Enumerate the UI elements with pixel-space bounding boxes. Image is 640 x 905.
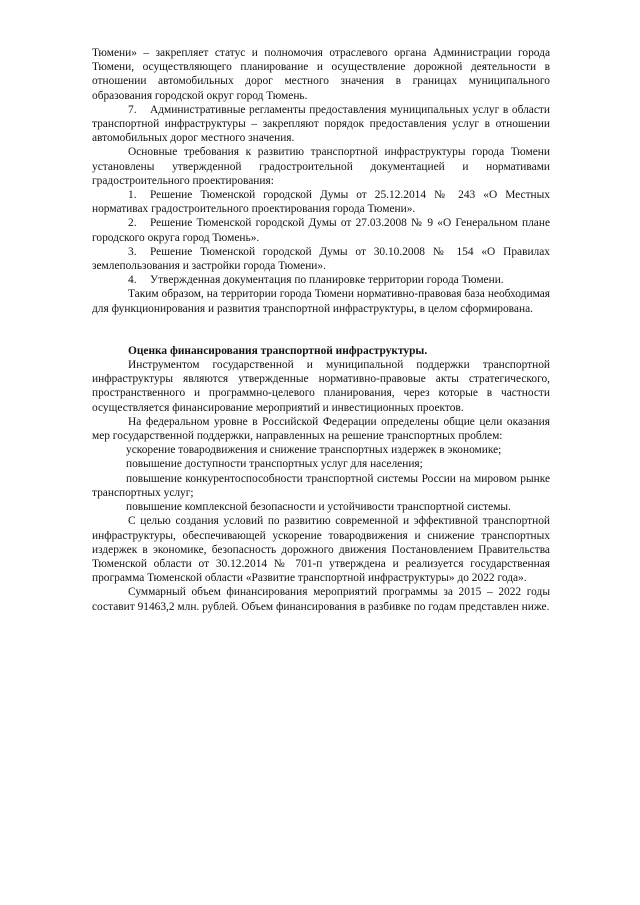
conclusion-paragraph: Таким образом, на территории города Тюмени нормативно-правовая база необходимая для функционирования и развития транспортной инфраструктуры, в целом сформирована. bbox=[92, 288, 550, 315]
intro-paragraph: Тюмени» – закрепляет статус и полномочия отраслевого органа Администрации города Тюмени, осуществляющего планирование и осуществление дорожной деятельности в отношении автомобильных дорог местного значения в границах муниципального образования городской округ город Тюмень. bbox=[92, 47, 550, 102]
section-heading: Оценка финансирования транспортной инфраструктуры. bbox=[128, 344, 428, 357]
goal-item-4: повышение комплексной безопасности и устойчивости транспортной системы. bbox=[126, 501, 511, 514]
list-item-7 bbox=[92, 103, 550, 146]
program-paragraph: С целью создания условий по развитию современной и эффективной транспортной инфраструктуры, обеспечивающей ускорение товародвижения и снижение транспортных издержек в экономике, безопасность дорожного движения Постановлением Правительства Тюменской области от 30.12.2014 № 701-п утверждена и реализуется государственная программа Тюменской области «Развитие транспортной инфраструктуры» до 2022 года». bbox=[92, 515, 550, 585]
total-financing-paragraph: Суммарный объем финансирования мероприятий программы за 2015 – 2022 годы составит 91463,2 млн. рублей. Объем финансирования в разбивке по годам представлен ниже. bbox=[92, 586, 550, 613]
document-page bbox=[92, 46, 550, 614]
requirement-item-1 bbox=[92, 188, 550, 216]
list-item-number: 4. bbox=[128, 274, 137, 287]
list-item-number: 3. bbox=[128, 245, 137, 258]
instruments-paragraph: Инструментом государственной и муниципальной поддержки транспортной инфраструктуры являются утвержденные нормативно-правовые акты стратегического, пространственного и программно-целевого планирования, через которые в частности осуществляется финансирование мероприятий и инвестиционных проектов. bbox=[92, 359, 550, 414]
requirements-intro-paragraph: Основные требования к развитию транспортной инфраструктуры города Тюмени установлены утвержденной градостроительной документацией и нормативами градостроительного проектирования: bbox=[92, 146, 550, 187]
federal-paragraph: На федеральном уровне в Российской Федерации определены общие цели оказания мер государственной поддержки, направленных на решение транспортных проблем: bbox=[92, 415, 550, 443]
list-item-number: 1. bbox=[128, 189, 137, 202]
goal-item-1: ускорение товародвижения и снижение транспортных издержек в экономике; bbox=[126, 444, 502, 457]
list-item-number: 7. bbox=[128, 103, 137, 116]
goal-item-2: повышение доступности транспортных услуг для населения; bbox=[126, 458, 423, 471]
section-spacer bbox=[92, 316, 550, 344]
requirement-item-2 bbox=[92, 216, 550, 244]
list-item-text: Утвержденная документация по планировке территории города Тюмени. bbox=[150, 274, 504, 287]
goal-item-3: повышение конкурентоспособности транспортной системы России на мировом рынке транспортных услуг; bbox=[92, 472, 550, 499]
requirement-item-4 bbox=[92, 273, 550, 287]
list-item-text: Решение Тюменской городской Думы от 25.12.2014 № 243 «О Местных нормативах градостроительного проектирования города Тюмени». bbox=[92, 189, 550, 216]
list-item-text: Решение Тюменской городской Думы от 30.10.2008 № 154 «О Правилах землепользования и застройки города Тюмени». bbox=[92, 245, 550, 273]
list-item-text: Административные регламенты предоставления муниципальных услуг в области транспортной инфраструктуры – закрепляют порядок предоставления услуг в отношении автомобильных дорог местного значения. bbox=[92, 103, 550, 145]
requirement-item-3 bbox=[92, 245, 550, 273]
list-item-text: Решение Тюменской городской Думы от 27.03.2008 № 9 «О Генеральном плане городского округа город Тюмень». bbox=[92, 217, 550, 244]
list-item-number: 2. bbox=[128, 217, 137, 230]
